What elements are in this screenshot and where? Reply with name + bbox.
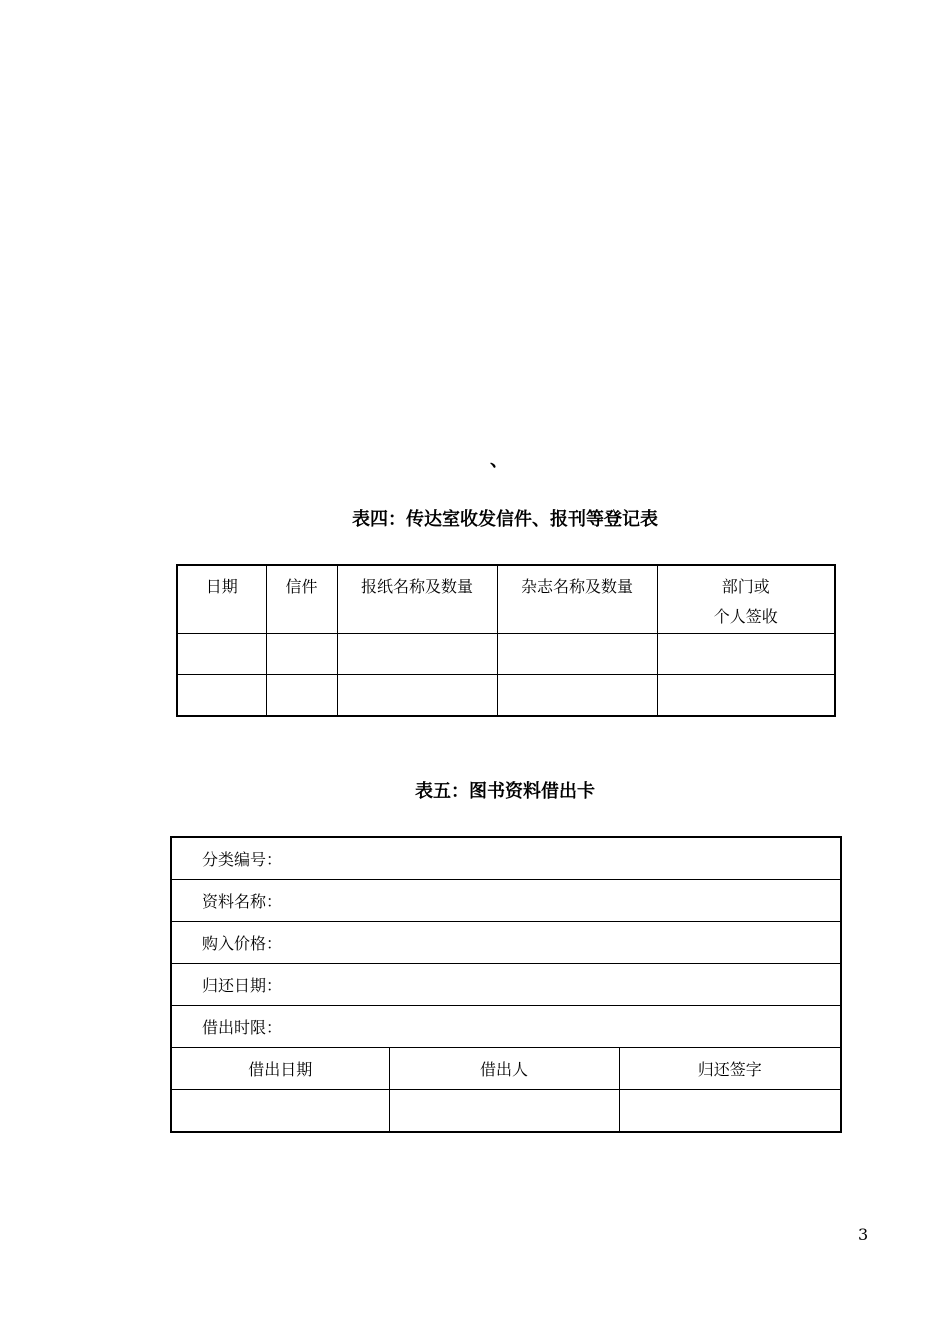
empty-cell[interactable] [177, 675, 266, 717]
table5-title: 表五：图书资料借出卡 [415, 781, 595, 802]
empty-cell[interactable] [266, 634, 337, 675]
header-loan-date: 借出日期 [171, 1048, 389, 1090]
header-newspapers: 报纸名称及数量 [337, 565, 497, 634]
header-magazines: 杂志名称及数量 [497, 565, 657, 634]
empty-cell[interactable] [177, 634, 266, 675]
header-signature-line2: 个人签收 [713, 607, 778, 626]
header-signature [657, 565, 835, 634]
field-row-loan-period [171, 1006, 841, 1048]
page-number: 3 [858, 1225, 869, 1244]
punctuation-mark: 、 [490, 450, 508, 471]
table-row [171, 1090, 841, 1133]
table-header-row [171, 1048, 841, 1090]
field-purchase-price[interactable]: 购入价格： [171, 922, 841, 964]
empty-cell[interactable] [389, 1090, 619, 1133]
table-header-row [177, 565, 835, 634]
library-loan-card [170, 836, 842, 1133]
empty-cell[interactable] [337, 634, 497, 675]
empty-cell[interactable] [497, 675, 657, 717]
field-loan-period[interactable]: 借出时限： [171, 1006, 841, 1048]
header-signature-line1: 部门或 [721, 577, 770, 596]
table-row [177, 634, 835, 675]
header-letters: 信件 [266, 565, 337, 634]
field-row-category-number [171, 837, 841, 880]
field-material-name[interactable]: 资料名称： [171, 880, 841, 922]
field-row-material-name [171, 880, 841, 922]
table4-title: 表四：传达室收发信件、报刊等登记表 [352, 509, 658, 530]
mail-register-table [176, 564, 836, 717]
empty-cell[interactable] [657, 675, 835, 717]
field-category-number[interactable]: 分类编号： [171, 837, 841, 880]
header-return-signature: 归还签字 [619, 1048, 841, 1090]
table-row [177, 675, 835, 717]
empty-cell[interactable] [619, 1090, 841, 1133]
header-date: 日期 [177, 565, 266, 634]
field-row-return-date [171, 964, 841, 1006]
empty-cell[interactable] [497, 634, 657, 675]
empty-cell[interactable] [337, 675, 497, 717]
field-return-date[interactable]: 归还日期： [171, 964, 841, 1006]
header-borrower: 借出人 [389, 1048, 619, 1090]
field-row-purchase-price [171, 922, 841, 964]
empty-cell[interactable] [171, 1090, 389, 1133]
empty-cell[interactable] [266, 675, 337, 717]
empty-cell[interactable] [657, 634, 835, 675]
